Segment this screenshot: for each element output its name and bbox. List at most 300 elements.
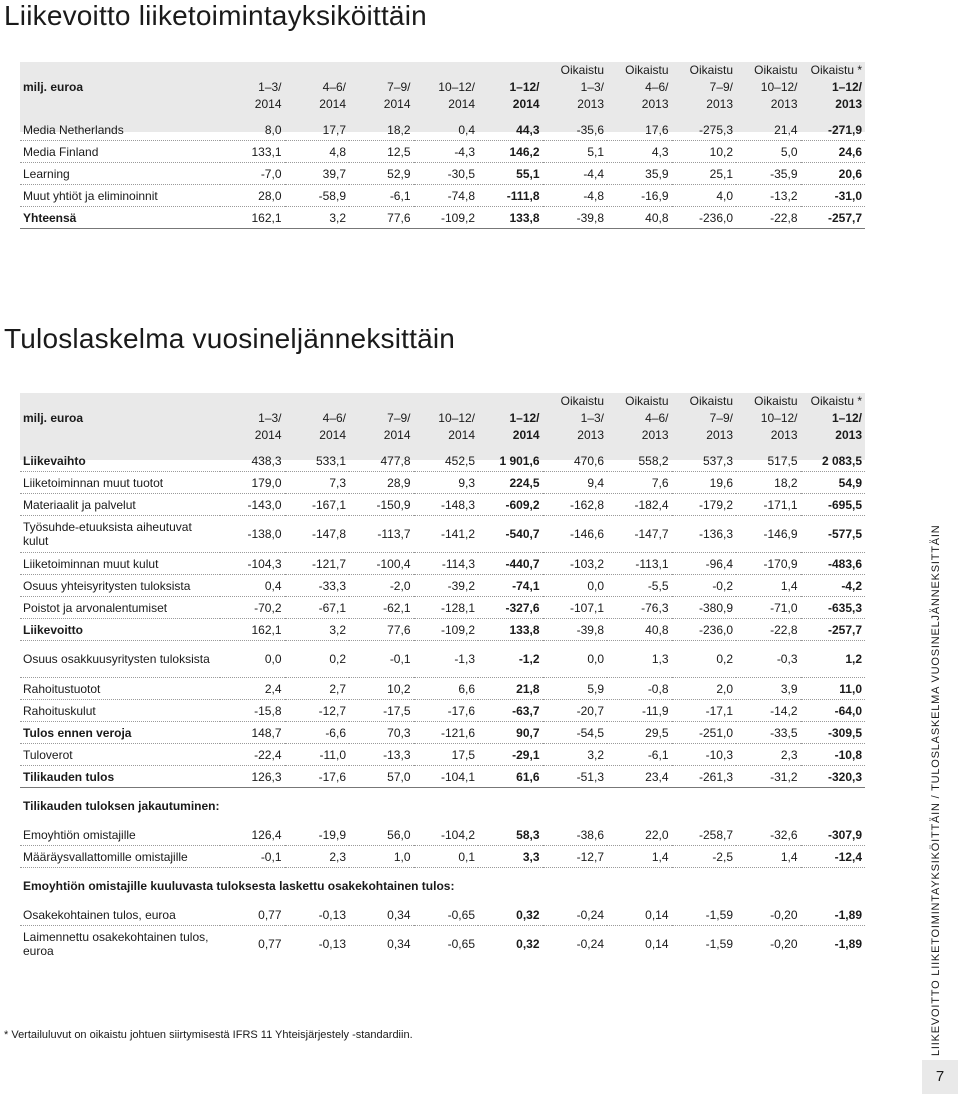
cell-value: -4,8 — [543, 185, 608, 207]
cell-value: -14,2 — [736, 700, 801, 722]
cell-value: 0,4 — [414, 119, 479, 141]
table-row — [20, 788, 865, 825]
cell-value: -0,1 — [220, 846, 285, 868]
cell-value: -2,5 — [672, 846, 737, 868]
cell-value: 12,5 — [349, 141, 414, 163]
cell-value: 20,6 — [801, 163, 866, 185]
col-period: 10–12/ — [760, 80, 798, 94]
page-number: 7 — [922, 1060, 958, 1094]
cell-value: -167,1 — [285, 494, 350, 516]
row-label: Learning — [20, 163, 220, 185]
row-label: Työsuhde-etuuksista aiheutuvat kulut — [20, 516, 220, 553]
col-prefix: Oikaistu — [625, 63, 669, 77]
col-year: 2014 — [319, 97, 346, 111]
cell-value: 1,4 — [736, 846, 801, 868]
cell-value: -4,3 — [414, 141, 479, 163]
cell-value: -148,3 — [414, 494, 479, 516]
cell-value: 19,6 — [672, 472, 737, 494]
col-period: 7–9/ — [387, 411, 411, 425]
table-row — [20, 868, 865, 905]
cell-value: -32,6 — [736, 824, 801, 846]
col-prefix: Oikaistu — [689, 63, 733, 77]
cell-value: -96,4 — [672, 553, 737, 575]
cell-value: 39,7 — [285, 163, 350, 185]
cell-value: -0,8 — [607, 678, 672, 700]
cell-value: -0,20 — [770, 937, 798, 951]
col-period: 10–12/ — [438, 80, 475, 94]
row-label: Rahoitustuotot — [20, 678, 220, 700]
cell-value: -6,6 — [285, 722, 350, 744]
cell-value: 70,3 — [349, 722, 414, 744]
row-label: Emoyhtiön omistajille kuuluvasta tuloksesta laskettu osakekohtainen tulos: — [23, 879, 455, 893]
income-statement-table — [20, 393, 865, 962]
cell-value: 148,7 — [220, 722, 285, 744]
cell-value: -0,65 — [414, 904, 479, 926]
cell-value: -0,65 — [447, 937, 475, 951]
col-period: 1–12/ — [831, 411, 862, 425]
cell-value: -150,9 — [349, 494, 414, 516]
segment-operating-profit-table — [20, 62, 865, 229]
col-prefix — [349, 393, 414, 410]
cell-value: -271,9 — [801, 119, 866, 141]
cell-value: 162,1 — [220, 619, 285, 641]
cell-value: -22,4 — [220, 744, 285, 766]
table-row — [20, 516, 865, 553]
cell-value: 146,2 — [478, 141, 543, 163]
cell-value: 0,32 — [516, 937, 540, 951]
cell-value: 224,5 — [478, 472, 543, 494]
col-prefix: Oikaistu — [625, 394, 669, 408]
cell-value: 58,3 — [478, 824, 543, 846]
cell-value: 0,14 — [645, 937, 669, 951]
cell-value: 0,32 — [478, 904, 543, 926]
col-prefix — [414, 62, 479, 79]
col-year: 2013 — [577, 97, 604, 111]
row-label: Yhteensä — [20, 207, 220, 229]
col-year: 2014 — [254, 428, 282, 442]
col-year: 2014 — [383, 428, 411, 442]
cell-value: -74,8 — [414, 185, 479, 207]
cell-value: 52,9 — [349, 163, 414, 185]
col-period: 1–3/ — [580, 80, 604, 94]
cell-value: 162,1 — [220, 207, 285, 229]
col-year: 2013 — [835, 428, 862, 442]
cell-value: -7,0 — [220, 163, 285, 185]
cell-value: -13,3 — [349, 744, 414, 766]
table-row — [20, 207, 865, 229]
cell-value: 5,1 — [543, 141, 608, 163]
cell-value: -147,8 — [285, 516, 350, 553]
cell-value: -6,1 — [349, 185, 414, 207]
cell-value: -63,7 — [478, 700, 543, 722]
col-prefix: Oikaistu — [754, 394, 798, 408]
col-year: 2013 — [770, 97, 798, 111]
cell-value: -17,5 — [349, 700, 414, 722]
cell-value: -13,2 — [736, 185, 801, 207]
cell-value: -33,3 — [285, 575, 350, 597]
row-label: Liikevoitto — [20, 619, 220, 641]
col-year: 2013 — [706, 97, 733, 111]
cell-value: -0,13 — [318, 937, 346, 951]
cell-value: -236,0 — [672, 207, 737, 229]
cell-value: 0,0 — [543, 575, 608, 597]
cell-value: -128,1 — [414, 597, 479, 619]
cell-value: 7,6 — [607, 472, 672, 494]
cell-value: -4,2 — [801, 575, 866, 597]
cell-value: -540,7 — [478, 516, 543, 553]
cell-value: -33,5 — [736, 722, 801, 744]
col-period: 1–12/ — [509, 411, 540, 425]
table-row — [20, 722, 865, 744]
col-period: 1–12/ — [509, 80, 540, 94]
col-prefix: Oikaistu * — [810, 394, 862, 408]
cell-value: -162,8 — [543, 494, 608, 516]
table-row — [20, 472, 865, 494]
cell-value: -111,8 — [478, 185, 543, 207]
row-label: Media Finland — [20, 141, 220, 163]
cell-value: 2,7 — [285, 678, 350, 700]
cell-value: -143,0 — [220, 494, 285, 516]
cell-value: -109,2 — [414, 619, 479, 641]
cell-value: 133,8 — [478, 207, 543, 229]
cell-value: 4,3 — [607, 141, 672, 163]
col-period: 4–6/ — [645, 411, 669, 425]
col-year: 2013 — [641, 97, 669, 111]
col-prefix — [478, 62, 543, 79]
table-row — [20, 700, 865, 722]
cell-value: 179,0 — [220, 472, 285, 494]
cell-value: 18,2 — [349, 119, 414, 141]
cell-value: 3,2 — [543, 744, 608, 766]
col-period: 1–3/ — [258, 80, 282, 94]
side-running-header: LIIKEVOITTO LIIKETOIMINTAYKSIKÖITTÄIN / TULOSLASKELMA VUOSINELJÄNNEKSITTÄIN — [930, 524, 942, 1056]
cell-value: 0,1 — [414, 846, 479, 868]
col-prefix — [414, 393, 479, 410]
cell-value: -1,89 — [834, 937, 862, 951]
col-year: 2014 — [383, 97, 411, 111]
cell-value: -0,24 — [576, 937, 604, 951]
cell-value: -1,2 — [478, 641, 543, 678]
col-year: 2014 — [512, 428, 540, 442]
cell-value: 1,4 — [607, 846, 672, 868]
cell-value: 0,2 — [672, 641, 737, 678]
cell-value: -236,0 — [672, 619, 737, 641]
col-prefix: Oikaistu — [560, 394, 604, 408]
cell-value: -17,6 — [414, 700, 479, 722]
cell-value: 21,8 — [478, 678, 543, 700]
row-label: Tulos ennen veroja — [20, 722, 220, 744]
col-prefix: Oikaistu — [754, 63, 798, 77]
cell-value: 3,3 — [478, 846, 543, 868]
row-label: Liiketoiminnan muut kulut — [20, 553, 220, 575]
cell-value: 5,0 — [736, 141, 801, 163]
cell-value: 7,3 — [285, 472, 350, 494]
cell-value: -257,7 — [801, 207, 866, 229]
cell-value: -0,20 — [736, 904, 801, 926]
cell-value: -380,9 — [672, 597, 737, 619]
cell-value: -0,1 — [349, 641, 414, 678]
table-row — [20, 641, 865, 678]
cell-value: 438,3 — [220, 450, 285, 472]
cell-value: -171,1 — [736, 494, 801, 516]
cell-value: 133,1 — [220, 141, 285, 163]
cell-value: -51,3 — [543, 766, 608, 788]
table-row — [20, 678, 865, 700]
cell-value: -320,3 — [801, 766, 866, 788]
cell-value: -100,4 — [349, 553, 414, 575]
table-row — [20, 904, 865, 926]
cell-value: 3,2 — [285, 619, 350, 641]
footnote: * Vertailuluvut on oikaistu johtuen siirtymisestä IFRS 11 Yhteisjärjestely -standardiin. — [4, 1029, 413, 1041]
cell-value: 0,0 — [220, 641, 285, 678]
cell-value: 24,6 — [801, 141, 866, 163]
col-prefix: Oikaistu * — [810, 63, 862, 77]
cell-value: -58,9 — [285, 185, 350, 207]
cell-value: -0,2 — [672, 575, 737, 597]
cell-value: -121,6 — [414, 722, 479, 744]
cell-value: -12,4 — [801, 846, 866, 868]
cell-value: 0,4 — [220, 575, 285, 597]
cell-value: 4,8 — [285, 141, 350, 163]
cell-value: -103,2 — [543, 553, 608, 575]
cell-value: -31,2 — [736, 766, 801, 788]
cell-value: -113,1 — [607, 553, 672, 575]
cell-value: -70,2 — [220, 597, 285, 619]
row-label: Liiketoiminnan muut tuotot — [20, 472, 220, 494]
cell-value: 57,0 — [349, 766, 414, 788]
cell-value: 2 083,5 — [801, 450, 866, 472]
table-row — [20, 575, 865, 597]
cell-value: -38,6 — [543, 824, 608, 846]
cell-value: -1,59 — [705, 937, 733, 951]
table-row — [20, 141, 865, 163]
cell-value: -440,7 — [478, 553, 543, 575]
cell-value: -16,9 — [607, 185, 672, 207]
table-row — [20, 185, 865, 207]
cell-value: 21,4 — [736, 119, 801, 141]
table-row — [20, 926, 865, 963]
table-row — [20, 619, 865, 641]
cell-value: 23,4 — [607, 766, 672, 788]
cell-value: 1,3 — [607, 641, 672, 678]
cell-value: 3,2 — [285, 207, 350, 229]
col-year: 2013 — [641, 428, 669, 442]
row-label: Liikevaihto — [20, 450, 220, 472]
cell-value: -121,7 — [285, 553, 350, 575]
col-period: 10–12/ — [438, 411, 475, 425]
cell-value: 10,2 — [349, 678, 414, 700]
cell-value: 77,6 — [349, 207, 414, 229]
cell-value: -251,0 — [672, 722, 737, 744]
cell-value: 10,2 — [672, 141, 737, 163]
cell-value: -71,0 — [736, 597, 801, 619]
cell-value: 0,34 — [387, 937, 411, 951]
cell-value: 3,9 — [736, 678, 801, 700]
cell-value: 126,3 — [220, 766, 285, 788]
col-year: 2013 — [706, 428, 733, 442]
col-period: 4–6/ — [645, 80, 669, 94]
cell-value: -35,9 — [736, 163, 801, 185]
col-year: 2014 — [448, 428, 475, 442]
cell-value: -104,3 — [220, 553, 285, 575]
cell-value: -609,2 — [478, 494, 543, 516]
cell-value: 8,0 — [220, 119, 285, 141]
table-row — [20, 119, 865, 141]
col-year: 2014 — [448, 97, 475, 111]
cell-value: -182,4 — [607, 494, 672, 516]
cell-value: 1,0 — [349, 846, 414, 868]
cell-value: 9,4 — [543, 472, 608, 494]
cell-value: -0,13 — [285, 904, 350, 926]
cell-value: 0,34 — [349, 904, 414, 926]
cell-value: -10,8 — [801, 744, 866, 766]
cell-value: 1,4 — [736, 575, 801, 597]
cell-value: -39,8 — [543, 619, 608, 641]
cell-value: -114,3 — [414, 553, 479, 575]
row-label: Osakekohtainen tulos, euroa — [20, 904, 220, 926]
unit-label: milj. euroa — [23, 80, 84, 94]
cell-value: 0,14 — [607, 904, 672, 926]
cell-value: 477,8 — [349, 450, 414, 472]
cell-value: 0,77 — [220, 904, 285, 926]
cell-value: 4,0 — [672, 185, 737, 207]
cell-value: -22,8 — [736, 207, 801, 229]
cell-value: -107,1 — [543, 597, 608, 619]
cell-value: -104,2 — [414, 824, 479, 846]
table-row — [20, 744, 865, 766]
cell-value: -10,3 — [672, 744, 737, 766]
col-year: 2013 — [577, 428, 604, 442]
row-label: Osuus yhteisyritysten tuloksista — [20, 575, 220, 597]
cell-value: -54,5 — [543, 722, 608, 744]
col-year: 2014 — [512, 97, 540, 111]
table-row — [20, 597, 865, 619]
cell-value: -1,89 — [801, 904, 866, 926]
cell-value: -141,2 — [414, 516, 479, 553]
col-period: 7–9/ — [387, 80, 411, 94]
cell-value: -1,59 — [672, 904, 737, 926]
row-label: Muut yhtiöt ja eliminoinnit — [20, 185, 220, 207]
cell-value: -257,7 — [801, 619, 866, 641]
cell-value: 28,0 — [220, 185, 285, 207]
table-row — [20, 163, 865, 185]
cell-value: 533,1 — [285, 450, 350, 472]
cell-value: 9,3 — [414, 472, 479, 494]
table-row — [20, 766, 865, 788]
cell-value: -5,5 — [607, 575, 672, 597]
row-label: Media Netherlands — [20, 119, 220, 141]
cell-value: -76,3 — [607, 597, 672, 619]
cell-value: -30,5 — [414, 163, 479, 185]
cell-value: -307,9 — [801, 824, 866, 846]
col-year: 2014 — [254, 97, 282, 111]
cell-value: -74,1 — [478, 575, 543, 597]
cell-value: 17,5 — [414, 744, 479, 766]
cell-value: 517,5 — [736, 450, 801, 472]
cell-value: 77,6 — [349, 619, 414, 641]
cell-value: 11,0 — [801, 678, 866, 700]
col-prefix — [285, 393, 350, 410]
cell-value: -1,3 — [414, 641, 479, 678]
cell-value: -12,7 — [285, 700, 350, 722]
col-period: 10–12/ — [760, 411, 798, 425]
cell-value: 17,7 — [285, 119, 350, 141]
cell-value: 0,0 — [543, 641, 608, 678]
cell-value: -138,0 — [220, 516, 285, 553]
cell-value: 470,6 — [543, 450, 608, 472]
col-prefix — [349, 62, 414, 79]
cell-value: -0,3 — [736, 641, 801, 678]
cell-value: -29,1 — [478, 744, 543, 766]
row-label: Määräysvallattomille omistajille — [20, 846, 220, 868]
cell-value: 22,0 — [607, 824, 672, 846]
table-row — [20, 553, 865, 575]
col-period: 7–9/ — [709, 411, 733, 425]
cell-value: -19,9 — [285, 824, 350, 846]
cell-value: 40,8 — [607, 619, 672, 641]
cell-value: -11,9 — [607, 700, 672, 722]
cell-value: -64,0 — [801, 700, 866, 722]
cell-value: 5,9 — [543, 678, 608, 700]
row-label: Emoyhtiön omistajille — [20, 824, 220, 846]
cell-value: 6,6 — [414, 678, 479, 700]
cell-value: -104,1 — [414, 766, 479, 788]
cell-value: -483,6 — [801, 553, 866, 575]
page-title: Liikevoitto liiketoimintayksiköittäin — [4, 0, 427, 31]
cell-value: -11,0 — [285, 744, 350, 766]
cell-value: 0,2 — [285, 641, 350, 678]
table-row — [20, 450, 865, 472]
cell-value: 18,2 — [736, 472, 801, 494]
cell-value: -17,6 — [285, 766, 350, 788]
cell-value: -146,6 — [543, 516, 608, 553]
col-period: 1–3/ — [580, 411, 604, 425]
cell-value: -309,5 — [801, 722, 866, 744]
cell-value: -4,4 — [543, 163, 608, 185]
cell-value: -17,1 — [672, 700, 737, 722]
cell-value: -39,8 — [543, 207, 608, 229]
cell-value: -179,2 — [672, 494, 737, 516]
cell-value: 452,5 — [414, 450, 479, 472]
cell-value: -62,1 — [349, 597, 414, 619]
cell-value: -39,2 — [414, 575, 479, 597]
col-prefix — [220, 62, 285, 79]
row-label: Materiaalit ja palvelut — [20, 494, 220, 516]
cell-value: 61,6 — [478, 766, 543, 788]
col-period: 4–6/ — [322, 80, 346, 94]
cell-value: -35,6 — [543, 119, 608, 141]
cell-value: 537,3 — [672, 450, 737, 472]
cell-value: 35,9 — [607, 163, 672, 185]
cell-value: -15,8 — [220, 700, 285, 722]
cell-value: 40,8 — [607, 207, 672, 229]
cell-value: -577,5 — [801, 516, 866, 553]
cell-value: -12,7 — [543, 846, 608, 868]
cell-value: 2,4 — [220, 678, 285, 700]
row-label: Tilikauden tulos — [20, 766, 220, 788]
cell-value: 2,3 — [285, 846, 350, 868]
cell-value: -113,7 — [349, 516, 414, 553]
cell-value: -6,1 — [607, 744, 672, 766]
cell-value: -67,1 — [285, 597, 350, 619]
col-period: 4–6/ — [322, 411, 346, 425]
cell-value: 133,8 — [478, 619, 543, 641]
table-row — [20, 494, 865, 516]
col-year: 2013 — [835, 97, 862, 111]
cell-value: 0,77 — [258, 937, 282, 951]
cell-value: 1 901,6 — [478, 450, 543, 472]
col-prefix: Oikaistu — [689, 394, 733, 408]
